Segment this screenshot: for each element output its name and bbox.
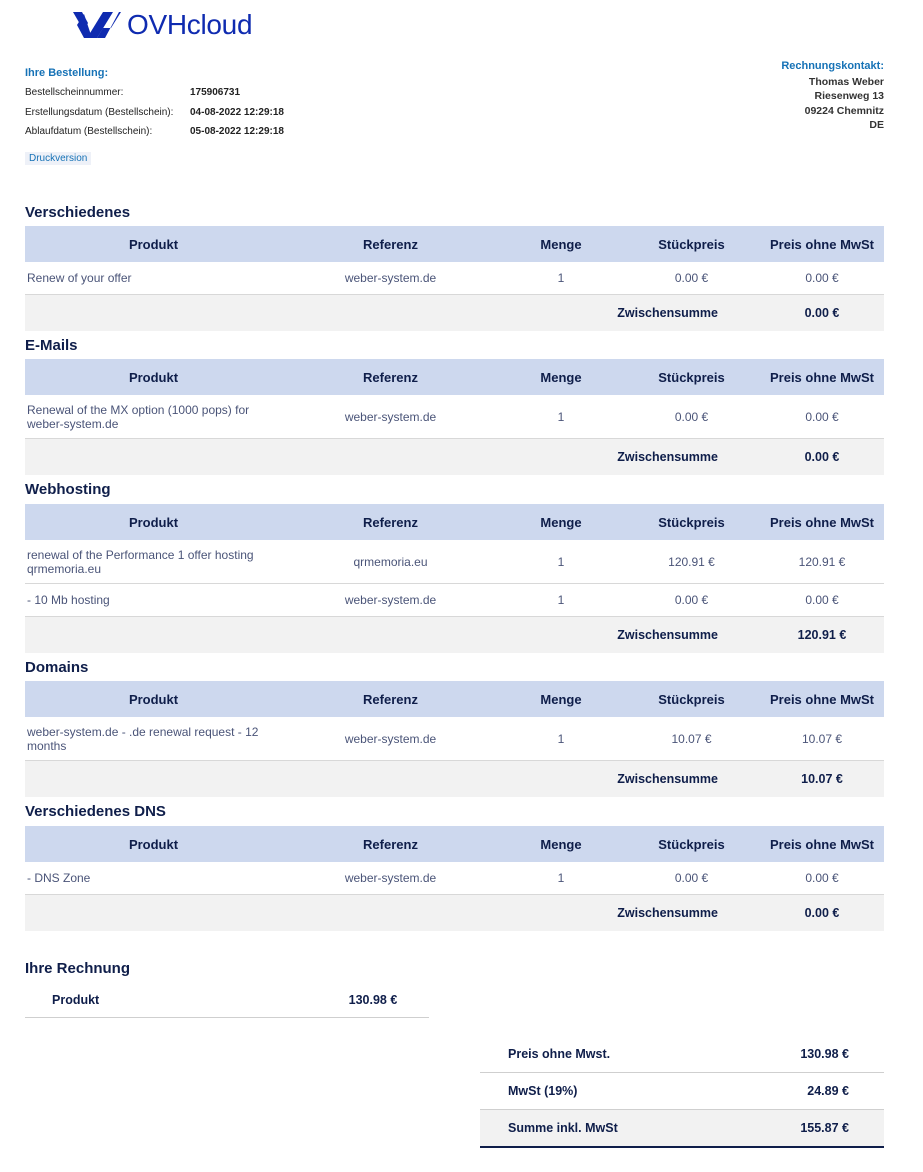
subtotal-label: Zwischensumme (617, 628, 718, 642)
vat-value: 24.89 € (807, 1084, 849, 1098)
subtotal-value: 0.00 € (804, 450, 840, 464)
contact-city: 09224 Chemnitz (804, 104, 884, 117)
section-title-domains: Domains (25, 659, 89, 676)
subtotal-row (25, 617, 884, 653)
col-quantity: Menge (540, 369, 582, 385)
col-unit-price: Stückpreis (658, 836, 725, 852)
col-unit-price: Stückpreis (658, 369, 725, 385)
col-unit-price: Stückpreis (658, 691, 725, 707)
col-product: Produkt (128, 836, 179, 852)
gross-total-value: 155.87 € (800, 1121, 849, 1135)
cell-net-price: 0.00 € (805, 871, 839, 885)
net-total-label: Preis ohne Mwst. (508, 1047, 611, 1061)
cell-quantity: 1 (557, 871, 565, 885)
gross-total-label: Summe inkl. MwSt (508, 1121, 618, 1135)
cell-quantity: 1 (557, 593, 565, 607)
cell-reference: weber-system.de (344, 731, 437, 746)
table-row (25, 395, 884, 439)
col-reference: Referenz (363, 691, 418, 707)
cell-reference: weber-system.de (344, 871, 437, 885)
contact-name: Thomas Weber (808, 75, 884, 88)
cell-reference: weber-system.de (344, 593, 437, 607)
cell-reference: qrmemoria.eu (353, 554, 428, 569)
section-title-emails: E-Mails (25, 337, 78, 354)
cell-product: Renewal of the MX option (1000 pops) for weber-system.de (27, 402, 250, 431)
subtotal-row (25, 895, 884, 931)
billing-contact-title: Rechnungskontakt: (781, 60, 884, 72)
vat-label: MwSt (19%) (508, 1084, 578, 1098)
section-title-verschiedenes: Verschiedenes (25, 204, 131, 221)
contact-street: Riesenweg 13 (814, 90, 884, 102)
cell-unit-price: 0.00 € (674, 871, 709, 885)
table-header (25, 226, 884, 262)
created-date-value: 04-08-2022 12:29:18 (190, 107, 284, 118)
subtotal-value: 0.00 € (804, 906, 840, 920)
expiry-date-value: 05-08-2022 12:29:18 (190, 126, 284, 137)
section-title-dns: Verschiedenes DNS (25, 803, 166, 820)
cell-quantity: 1 (557, 731, 565, 746)
col-quantity: Menge (540, 836, 582, 852)
invoice-product-row (25, 983, 429, 1018)
col-unit-price: Stückpreis (658, 514, 725, 530)
cell-unit-price: 0.00 € (674, 593, 709, 607)
table-verschiedenes (25, 226, 884, 331)
table-header (25, 681, 884, 717)
subtotal-label: Zwischensumme (617, 906, 718, 920)
table-row (25, 540, 884, 584)
subtotal-label: Zwischensumme (617, 450, 718, 464)
cell-net-price: 0.00 € (805, 593, 839, 607)
cell-reference: weber-system.de (344, 271, 437, 285)
order-number-label: Bestellscheinnummer: (25, 87, 124, 98)
expiry-date-label: Ablaufdatum (Bestellschein): (25, 126, 153, 137)
col-quantity: Menge (540, 236, 582, 252)
table-webhosting (25, 504, 884, 653)
col-reference: Referenz (363, 236, 418, 252)
section-title-webhosting: Webhosting (25, 481, 111, 498)
col-reference: Referenz (363, 514, 418, 530)
col-product: Produkt (128, 236, 179, 252)
subtotal-label: Zwischensumme (617, 306, 718, 320)
subtotal-value: 10.07 € (801, 772, 843, 786)
order-title: Ihre Bestellung: (25, 67, 109, 79)
net-total-value: 130.98 € (800, 1047, 849, 1061)
table-row (25, 584, 884, 617)
cell-quantity: 1 (557, 271, 565, 285)
subtotal-row (25, 295, 884, 331)
order-number-value: 175906731 (190, 87, 241, 98)
table-row (25, 862, 884, 895)
cell-unit-price: 0.00 € (674, 409, 709, 424)
col-product: Produkt (128, 691, 179, 707)
table-header (25, 504, 884, 540)
cell-product: - 10 Mb hosting (27, 593, 110, 607)
cell-product: Renew of your offer (27, 271, 132, 285)
cell-net-price: 120.91 € (798, 554, 846, 569)
brand-wordmark: OVHcloud (127, 9, 253, 40)
subtotal-value: 120.91 € (797, 628, 847, 642)
cell-net-price: 10.07 € (801, 731, 843, 746)
col-reference: Referenz (363, 836, 418, 852)
table-header (25, 826, 884, 862)
col-quantity: Menge (540, 691, 582, 707)
table-emails (25, 359, 884, 475)
table-row (25, 262, 884, 295)
table-header (25, 359, 884, 395)
col-reference: Referenz (363, 369, 418, 385)
subtotal-row (25, 439, 884, 475)
invoice-product-total: 130.98 € (348, 993, 398, 1007)
cell-reference: weber-system.de (344, 409, 437, 424)
cell-unit-price: 10.07 € (671, 731, 712, 746)
billing-contact (781, 59, 884, 133)
subtotal-value: 0.00 € (804, 306, 840, 320)
ovh-logo-icon (73, 10, 121, 40)
col-net-price: Preis ohne MwSt (769, 369, 875, 385)
contact-country: DE (869, 119, 884, 131)
totals-table (480, 1036, 884, 1148)
cell-net-price: 0.00 € (805, 409, 839, 424)
table-domains (25, 681, 884, 797)
cell-quantity: 1 (557, 554, 565, 569)
cell-product: renewal of the Performance 1 offer hosting qrmemoria.eu (27, 547, 254, 576)
subtotal-row (25, 761, 884, 797)
col-net-price: Preis ohne MwSt (769, 514, 875, 530)
col-unit-price: Stückpreis (658, 236, 725, 252)
cell-net-price: 0.00 € (805, 271, 839, 285)
table-row (25, 717, 884, 761)
col-product: Produkt (128, 369, 179, 385)
table-dns (25, 826, 884, 931)
cell-product: - DNS Zone (27, 871, 91, 885)
cell-quantity: 1 (557, 409, 565, 424)
cell-unit-price: 120.91 € (668, 554, 715, 569)
gross-total-row (480, 1110, 884, 1148)
cell-unit-price: 0.00 € (674, 271, 709, 285)
created-date-label: Erstellungsdatum (Bestellschein): (25, 107, 174, 118)
col-net-price: Preis ohne MwSt (769, 236, 875, 252)
col-product: Produkt (128, 514, 179, 530)
invoice-title: Ihre Rechnung (25, 960, 131, 977)
ovhcloud-logo (73, 10, 252, 40)
subtotal-label: Zwischensumme (617, 772, 718, 786)
vat-row (480, 1073, 884, 1110)
net-total-row (480, 1036, 884, 1073)
cell-product: weber-system.de - .de renewal request - 12 months (27, 724, 259, 753)
print-version-button[interactable]: Druckversion (25, 152, 91, 165)
invoice-product-label: Produkt (52, 993, 100, 1007)
col-net-price: Preis ohne MwSt (769, 836, 875, 852)
col-quantity: Menge (540, 514, 582, 530)
col-net-price: Preis ohne MwSt (769, 691, 875, 707)
